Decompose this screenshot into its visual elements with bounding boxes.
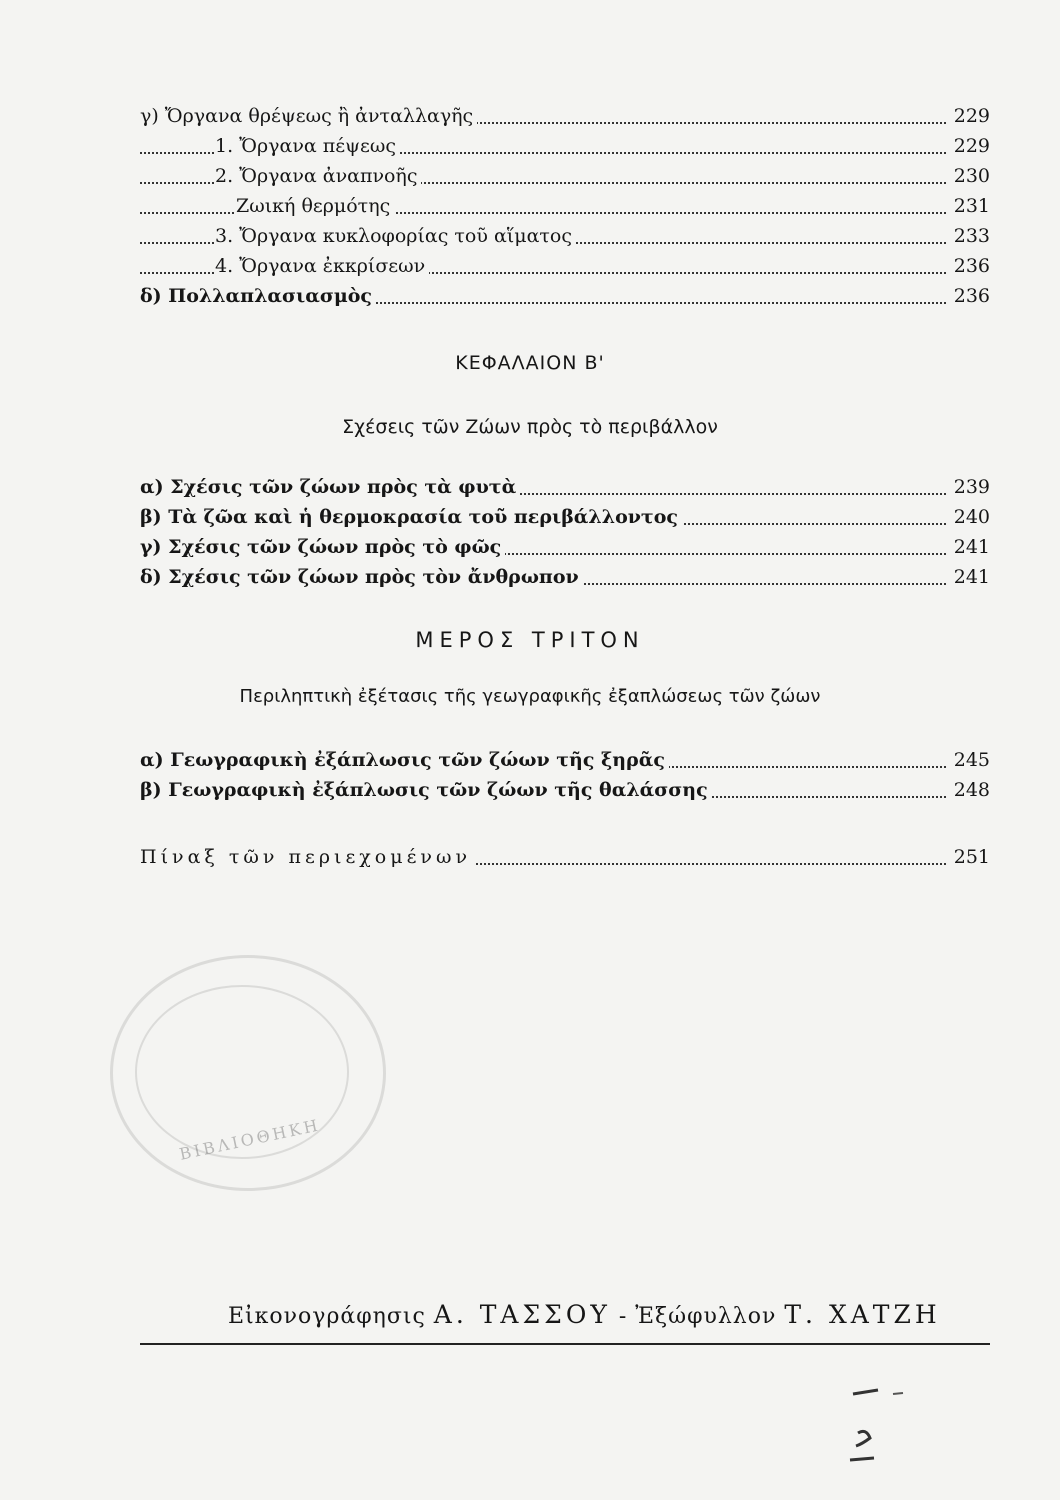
toc-entry-label: γ) Σχέσις τῶν ζώων πρὸς τὸ φῶς [140, 532, 505, 562]
toc-entry [0, 191, 1060, 221]
part-subtitle: Περιληπτικὴ ἐξέτασις τῆς γεωγραφικῆς ἐξαπλώσεως τῶν ζώων [239, 686, 821, 707]
toc-entry-page: 241 [948, 532, 990, 562]
library-stamp-text: ΒΙΒΛΙΟΘΗΚΗ [177, 1115, 323, 1164]
toc-entry-page: 231 [948, 191, 990, 221]
toc-entry-page: 233 [948, 221, 990, 251]
cover-artist-name: Τ. ΧΑΤΖΗ [784, 1300, 941, 1329]
toc-entry-label: Πίναξ τῶν περιεχομένων [140, 842, 475, 872]
toc-entry-label: 4. Ὄργανα ἐκκρίσεων [215, 251, 429, 281]
toc-entry-page: 236 [948, 251, 990, 281]
toc-entry [0, 502, 1060, 532]
toc-entry-label: δ) Σχέσις τῶν ζώων πρὸς τὸν ἄνθρωπον [140, 562, 583, 592]
toc-entry-label: α) Σχέσις τῶν ζώων πρὸς τὰ φυτὰ [140, 472, 520, 502]
toc-entry-label: γ) Ὄργανα θρέψεως ἢ ἀνταλλαγῆς [140, 101, 477, 131]
illustrator-name: Α. ΤΑΣΣΟΥ [433, 1300, 611, 1329]
toc-entry [0, 842, 1060, 872]
toc-entry [0, 101, 1060, 131]
ink-marks-icon [848, 1388, 928, 1468]
toc-entry [0, 472, 1060, 502]
toc-entry [0, 562, 1060, 592]
toc-entry-label: β) Τὰ ζῶα καὶ ἡ θερμοκρασία τοῦ περιβάλλοντος [140, 502, 682, 532]
toc-entry-page: 239 [948, 472, 990, 502]
toc-entry [0, 251, 1060, 281]
credits-line [228, 1300, 941, 1329]
illustration-label: Εἰκονογράφησις [228, 1304, 426, 1329]
page-marks [848, 1388, 928, 1475]
chapter-subtitle: Σχέσεις τῶν Ζώων πρὸς τὸ περιβάλλον [342, 416, 718, 438]
cover-label: Ἐξώφυλλον [635, 1304, 777, 1329]
toc-entry-label: Ζωική θερμότης [236, 191, 394, 221]
toc-entry-label: 1. Ὄργανα πέψεως [215, 131, 400, 161]
toc-entry-label: 3. Ὄργανα κυκλοφορίας τοῦ αἵματος [215, 221, 576, 251]
toc-entry-page: 251 [948, 842, 990, 872]
toc-entry [0, 281, 1060, 311]
toc-entry-page: 229 [948, 101, 990, 131]
toc-entry-page: 248 [948, 775, 990, 805]
toc-entry-label: α) Γεωγραφικὴ ἐξάπλωσις τῶν ζώων τῆς ξηρᾶς [140, 745, 669, 775]
toc-entry-page: 230 [948, 161, 990, 191]
toc-entry-label: 2. Ὄργανα ἀναπνοῆς [215, 161, 421, 191]
chapter-heading: ΚΕΦΑΛΑΙΟΝ Β' [455, 352, 605, 374]
toc-entry-page: 236 [948, 281, 990, 311]
toc-entry [0, 745, 1060, 775]
toc-entry [0, 131, 1060, 161]
credits-separator: - [618, 1304, 628, 1329]
toc-entry [0, 221, 1060, 251]
toc-entry-label: β) Γεωγραφικὴ ἐξάπλωσις τῶν ζώων τῆς θαλάσσης [140, 775, 712, 805]
toc-entry-label: δ) Πολλαπλασιασμὸς [140, 281, 376, 311]
toc-entry [0, 532, 1060, 562]
toc-entry [0, 161, 1060, 191]
footer-rule [140, 1343, 990, 1345]
toc-entry-page: 245 [948, 745, 990, 775]
toc-entry-page: 241 [948, 562, 990, 592]
part-heading: ΜΕΡΟΣ ΤΡΙΤΟΝ [415, 628, 645, 652]
toc-entry-page: 229 [948, 131, 990, 161]
toc-entry-page: 240 [948, 502, 990, 532]
toc-entry [0, 775, 1060, 805]
